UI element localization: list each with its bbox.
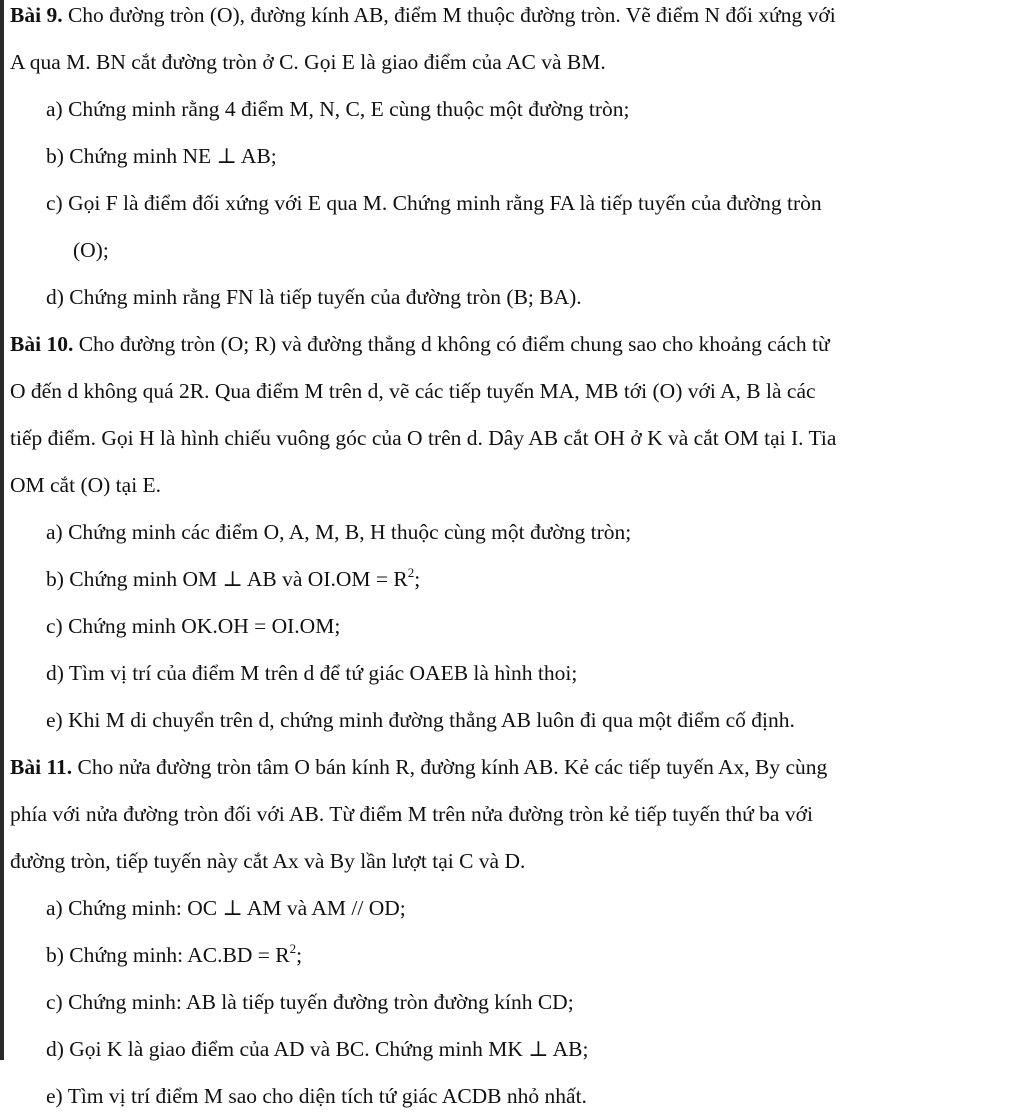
- problem-11-part-b-text: b) Chứng minh: AC.BD = R: [46, 943, 290, 967]
- problem-11-part-a: a) Chứng minh: OC ⊥ AM và AM // OD;: [46, 896, 406, 920]
- problem-11-label: Bài 11.: [10, 755, 73, 779]
- problem-10-intro-line-4: OM cắt (O) tại E.: [10, 473, 162, 497]
- problem-9-intro-line-2: A qua M. BN cắt đường tròn ở C. Gọi E là giao điểm của AC và BM.: [10, 50, 606, 74]
- problem-9: [10, 0, 1014, 321]
- problem-11-intro-line-2: phía với nửa đường tròn đối với AB. Từ điểm M trên nửa đường tròn kẻ tiếp tuyến thứ ba với: [10, 802, 813, 826]
- problem-10-part-b-end: ;: [414, 567, 421, 591]
- problem-11-intro-text-1: Cho nửa đường tròn tâm O bán kính R, đường kính AB. Kẻ các tiếp tuyến Ax, By cùng: [72, 755, 828, 779]
- problem-9-label: Bài 9.: [10, 3, 63, 27]
- problem-11-intro-line-3: đường tròn, tiếp tuyến này cắt Ax và By lần lượt tại C và D.: [10, 849, 526, 873]
- problem-11-part-c: c) Chứng minh: AB là tiếp tuyến đường tròn đường kính CD;: [46, 990, 574, 1014]
- problem-11-part-d: d) Gọi K là giao điểm của AD và BC. Chứng minh MK ⊥ AB;: [46, 1037, 589, 1061]
- problem-9-part-c-line-2: (O);: [73, 238, 109, 262]
- problem-10-part-d: d) Tìm vị trí của điểm M trên d để tứ giác OAEB là hình thoi;: [46, 661, 578, 685]
- problem-11-part-b-end: ;: [296, 943, 303, 967]
- problem-11: [10, 744, 1014, 1120]
- page-left-border: [0, 0, 4, 1060]
- problem-10-part-b-exponent: 2: [407, 565, 415, 580]
- problem-10-label: Bài 10.: [10, 332, 74, 356]
- problem-10-part-b: [10, 556, 1014, 603]
- problem-9-part-b: b) Chứng minh NE ⊥ AB;: [46, 144, 277, 168]
- problem-10-part-b-text: b) Chứng minh OM ⊥ AB và OI.OM = R: [46, 567, 408, 591]
- problem-9-part-d: d) Chứng minh rằng FN là tiếp tuyến của đường tròn (B; BA).: [46, 285, 582, 309]
- document-page: [10, 0, 1014, 1108]
- problem-10-intro-line-3: tiếp điểm. Gọi H là hình chiếu vuông góc của O trên d. Dây AB cắt OH ở K và cắt OM tại I. Tia: [10, 426, 837, 450]
- problem-10-part-e: e) Khi M di chuyển trên d, chứng minh đường thẳng AB luôn đi qua một điểm cố định.: [46, 708, 795, 732]
- problem-10-intro-line-2: O đến d không quá 2R. Qua điểm M trên d, vẽ các tiếp tuyến MA, MB tới (O) với A, B là các: [10, 379, 816, 403]
- problem-9-part-a: a) Chứng minh rằng 4 điểm M, N, C, E cùng thuộc một đường tròn;: [46, 97, 630, 121]
- problem-11-part-b-exponent: 2: [289, 941, 297, 956]
- problem-9-part-c-line-1: c) Gọi F là điểm đối xứng với E qua M. Chứng minh rằng FA là tiếp tuyến của đường tròn: [46, 191, 822, 215]
- problem-11-intro-line-1: [10, 744, 1014, 791]
- problem-11-part-b: [10, 932, 1014, 979]
- problem-9-intro-line-1: [10, 0, 1014, 39]
- problem-9-intro-text-1: Cho đường tròn (O), đường kính AB, điểm M thuộc đường tròn. Vẽ điểm N đối xứng với: [62, 3, 836, 27]
- problem-10: [10, 321, 1014, 744]
- problem-10-intro-text-1: Cho đường tròn (O; R) và đường thẳng d không có điểm chung sao cho khoảng cách từ: [73, 332, 830, 356]
- problem-10-part-c: c) Chứng minh OK.OH = OI.OM;: [46, 614, 341, 638]
- problem-11-part-e: e) Tìm vị trí điểm M sao cho diện tích tứ giác ACDB nhỏ nhất.: [46, 1084, 587, 1108]
- problem-10-part-a: a) Chứng minh các điểm O, A, M, B, H thuộc cùng một đường tròn;: [46, 520, 632, 544]
- problem-10-intro-line-1: [10, 321, 1014, 368]
